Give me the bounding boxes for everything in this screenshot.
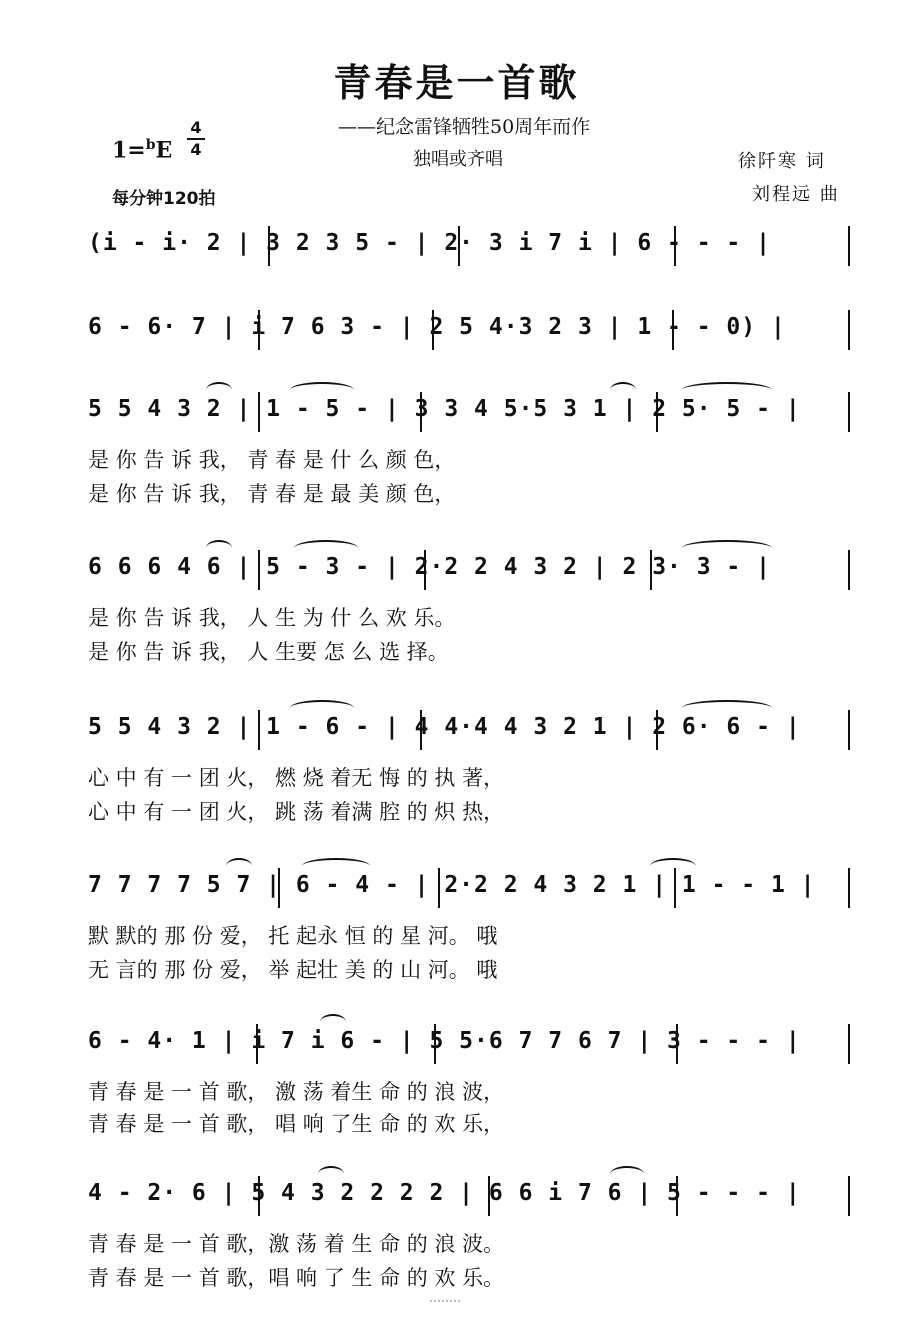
lyric-verse-1: 是 你 告 诉 我， 青 春 是 什 么 颜 色，: [88, 448, 456, 472]
performance-mode: 独唱或齐唱: [413, 149, 503, 170]
notation-line: 7 7 7 7 5 7 | 6 - 4 - | 2·2 2 4 3 2 1 | 1 - - 1 |: [88, 872, 816, 898]
barline: [278, 868, 280, 908]
barline: [434, 1024, 436, 1064]
key-prefix: 1=: [112, 137, 146, 164]
score-system-3: [0, 382, 913, 436]
lyric-verse-2: 是 你 告 诉 我， 人 生要 怎 么 选 择。: [88, 640, 449, 664]
lyric-verse-2: 青 春 是 一 首 歌，唱 响 了 生 命 的 欢 乐。: [88, 1266, 505, 1290]
notation-line: 4 - 2· 6 | 5 4 3 2 2 2 2 | 6 6 i 7 6 | 5 - - - |: [88, 1180, 801, 1206]
barline: [656, 710, 658, 750]
barline: [848, 868, 850, 908]
barline: [674, 868, 676, 908]
barline: [438, 868, 440, 908]
barline: [258, 1176, 260, 1216]
score-system-8: [0, 1166, 913, 1220]
meter-bottom: 4: [190, 140, 202, 159]
lyric-verse-1: 心 中 有 一 团 火， 燃 烧 着无 悔 的 执 著，: [88, 766, 505, 790]
song-title: 青春是一首歌: [333, 60, 580, 105]
lyric-verse-2: 无 言的 那 份 爱， 举 起壮 美 的 山 河。 哦: [88, 958, 498, 982]
barline: [848, 1024, 850, 1064]
score-system-1: [0, 216, 913, 270]
notation-line: 5 5 4 3 2 | 1 - 6 - | 4 4·4 4 3 2 1 | 2 6· 6 - |: [88, 714, 801, 740]
barline: [848, 392, 850, 432]
score-system-7: [0, 1014, 913, 1068]
song-subtitle: ——纪念雷锋牺牲50周年而作: [338, 116, 591, 138]
lyric-verse-2: 青 春 是 一 首 歌， 唱 响 了生 命 的 欢 乐，: [88, 1112, 505, 1136]
notation-line: 6 - 6· 7 | i 7 6 3 - | 2 5 4·3 2 3 | 1 - - 0) |: [88, 314, 786, 340]
barline: [674, 226, 676, 266]
score-system-2: [0, 300, 913, 354]
lyric-verse-1: 是 你 告 诉 我， 人 生 为 什 么 欢 乐。: [88, 606, 456, 630]
barline: [424, 550, 426, 590]
lyric-verse-2: 是 你 告 诉 我， 青 春 是 最 美 颜 色，: [88, 482, 456, 506]
lyric-verse-1: 青 春 是 一 首 歌， 激 荡 着生 命 的 浪 波，: [88, 1080, 505, 1104]
notation-line: 6 6 6 4 6 | 5 - 3 - | 2·2 2 4 3 2 | 2 3· 3 - |: [88, 554, 771, 580]
composer-credit: 刘程远 曲: [752, 184, 840, 205]
barline: [420, 392, 422, 432]
barline: [676, 1176, 678, 1216]
barline: [258, 310, 260, 350]
flat-sign: b: [145, 137, 156, 153]
barline: [488, 1176, 490, 1216]
score-system-5: [0, 700, 913, 754]
notation-line: 6 - 4· 1 | i 7 i 6 - | 5 5·6 7 7 6 7 | 3 - - - |: [88, 1028, 801, 1054]
barline: [268, 226, 270, 266]
barline: [848, 710, 850, 750]
barline: [848, 550, 850, 590]
notation-line: (i - i· 2 | 3 2 3 5 - | 2· 3 i 7 i | 6 - - - |: [88, 230, 771, 256]
barline: [258, 550, 260, 590]
time-signature: [185, 118, 207, 160]
key-note: E: [155, 137, 173, 164]
meter-top: 4: [190, 118, 202, 137]
key-signature: [112, 137, 172, 163]
lyric-verse-1: 青 春 是 一 首 歌，激 荡 着 生 命 的 浪 波。: [88, 1232, 505, 1256]
barline: [676, 1024, 678, 1064]
score-system-4: [0, 540, 913, 594]
barline: [258, 392, 260, 432]
lyricist-credit: 徐阡寒 词: [738, 151, 826, 172]
barline: [656, 392, 658, 432]
barline: [256, 1024, 258, 1064]
score-system-6: [0, 858, 913, 912]
barline: [432, 310, 434, 350]
barline: [650, 550, 652, 590]
lyric-verse-2: 心 中 有 一 团 火， 跳 荡 着满 腔 的 炽 热，: [88, 800, 505, 824]
barline: [420, 710, 422, 750]
lyric-verse-1: 默 默的 那 份 爱， 托 起永 恒 的 星 河。 哦: [88, 924, 498, 948]
notation-line: 5 5 4 3 2 | 1 - 5 - | 3 3 4 5·5 3 1 | 2 5· 5 - |: [88, 396, 801, 422]
page-mark: [430, 1300, 460, 1305]
barline: [848, 226, 850, 266]
barline: [848, 1176, 850, 1216]
barline: [458, 226, 460, 266]
barline: [672, 310, 674, 350]
tempo-marking: 每分钟120拍: [112, 189, 216, 209]
barline: [848, 310, 850, 350]
barline: [258, 710, 260, 750]
